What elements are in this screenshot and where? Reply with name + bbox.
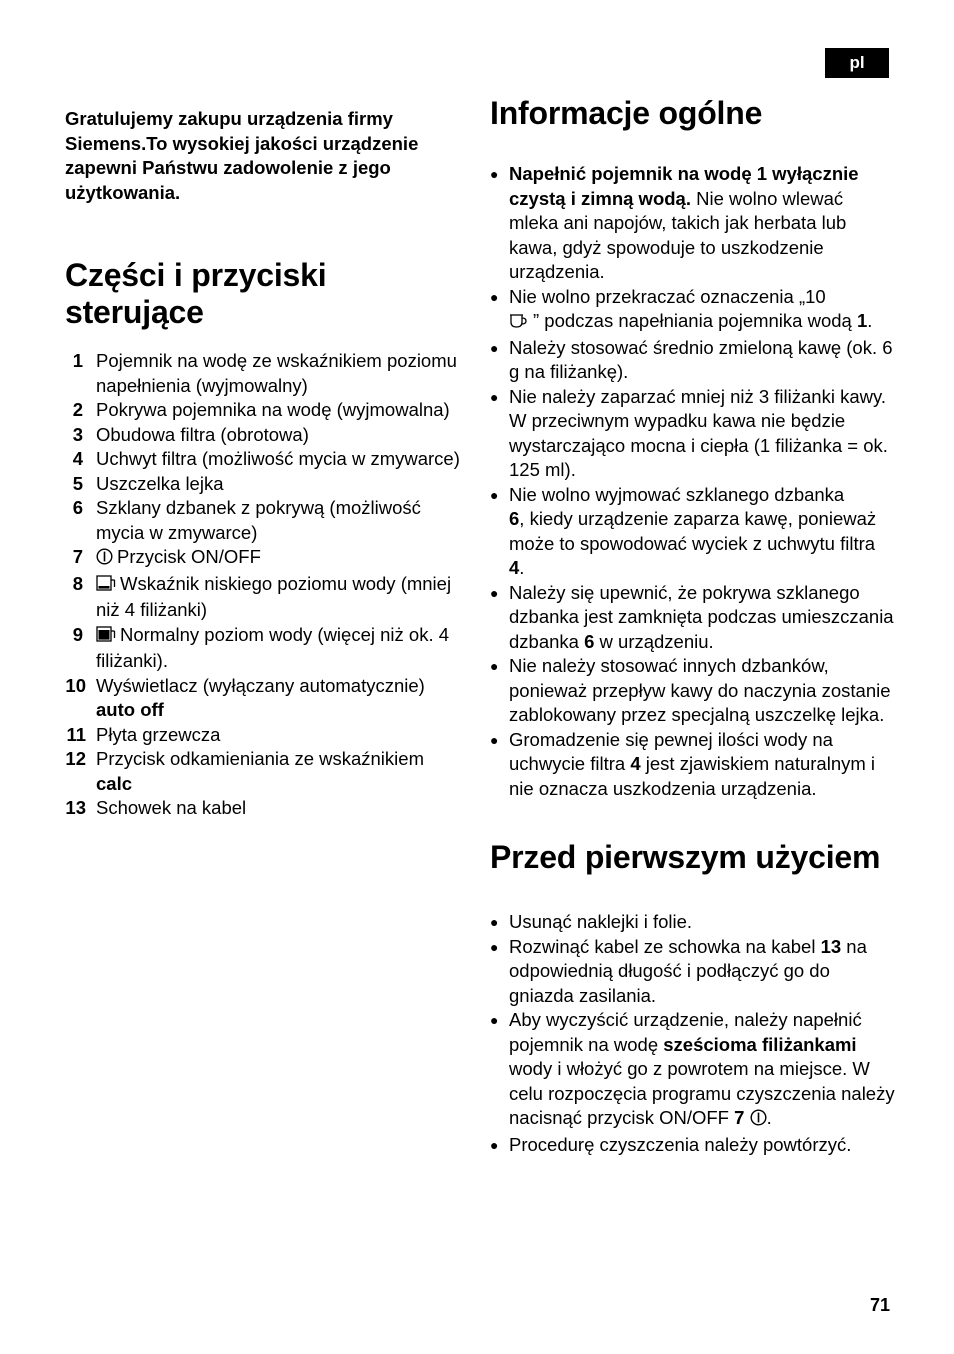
list-item (65, 496, 465, 545)
item-text: ” podczas napełniania pojemnika wodą (533, 310, 857, 331)
normal-water-icon (96, 625, 116, 650)
list-item (65, 472, 465, 497)
item-text: . (766, 1107, 772, 1128)
list-item (490, 336, 895, 385)
intro-text: Gratulujemy zakupu urządzenia firmy Siemens.To wysokiej jakości urządzenie zapewni Państwu zadowolenie z jego użytkowania. (65, 108, 419, 203)
bullet-icon: ● (490, 658, 499, 674)
item-text: wody i włożyć go z powrotem na miejsce. W celu rozpoczęcia programu czyszczenia należy nacisnąć przycisk ON/OFF (509, 1058, 895, 1128)
item-text: Nie wolno przekraczać oznaczenia „10 (509, 285, 826, 307)
parts-heading (65, 257, 465, 331)
parts-list (65, 349, 465, 821)
list-item (490, 935, 895, 1009)
list-item (65, 796, 465, 821)
item-bold-text: calc (96, 772, 133, 794)
bullet-icon: ● (490, 584, 499, 601)
item-text: Nie należy stosować innych dzbanków, ponieważ przepływ kawy do naczynia zostanie zablokowany przez specjalną uszczelkę lejka. (509, 655, 891, 725)
item-text: Pokrywa pojemnika na wodę (wyjmowalna) (96, 399, 450, 420)
item-number: 8 (72, 572, 83, 594)
list-item (65, 398, 465, 423)
item-number: 10 (65, 674, 86, 696)
list-item (65, 447, 465, 472)
item-text: Należy stosować średnio zmieloną kawę (ok. 6 g na filiżankę). (509, 336, 893, 382)
item-text: Pojemnik na wodę ze wskaźnikiem poziomu napełnienia (wyjmowalny) (96, 350, 457, 396)
low-water-icon (96, 574, 116, 599)
item-text: Wyświetlacz (wyłączany automatycznie) (96, 674, 425, 696)
item-text: Procedurę czyszczenia należy powtórzyć. (509, 1133, 852, 1155)
power-icon (750, 1108, 767, 1133)
item-number: 3 (72, 423, 83, 445)
list-item (65, 723, 465, 748)
item-number: 6 (509, 508, 520, 529)
item-text: Aby wyczyścić urządzenie, należy napełnić pojemnik na wodę (509, 1009, 862, 1055)
list-item (490, 910, 895, 935)
list-item (490, 385, 895, 483)
item-number: 9 (72, 623, 83, 645)
list-item (65, 623, 465, 674)
item-number: 11 (66, 723, 86, 745)
item-text: Płyta grzewcza (96, 723, 221, 745)
item-number: 6 (584, 630, 595, 652)
bullet-icon: ● (490, 166, 499, 182)
list-item (490, 1008, 895, 1133)
item-number: 1 (72, 350, 83, 371)
general-info-list (490, 162, 895, 801)
item-number: 7 (72, 546, 83, 567)
item-text: Usunąć naklejki i folie. (509, 911, 693, 932)
item-text: Uchwyt filtra (możliwość mycia w zmywarce) (96, 448, 460, 469)
item-text: Nie wolno wlewać mleka ani napojów, takich jak herbata lub kawa, gdyż spowoduje to uszkodzenie urządzenia. (509, 187, 847, 282)
list-item (65, 423, 465, 448)
bullet-icon: ● (490, 914, 499, 930)
item-text: . (519, 557, 525, 578)
list-item (65, 572, 465, 623)
item-text: Normalny poziom wody (więcej niż ok. 4 filiżanki). (96, 623, 450, 671)
bullet-icon: ● (490, 731, 499, 748)
item-text: jest zjawiskiem naturalnym i nie oznacza uszkodzenia urządzenia. (509, 753, 876, 799)
item-text: Przycisk odkamieniania ze wskaźnikiem (96, 748, 424, 769)
general-info-heading: Informacje ogólne (490, 95, 763, 131)
item-number: 1 (856, 310, 868, 331)
parts-heading-line2: sterujące (65, 294, 204, 330)
item-bold-text: auto off (96, 699, 164, 720)
item-number: 7 (734, 1107, 745, 1128)
list-item (490, 581, 895, 655)
item-text: Należy się upewnić, że pokrywa szklanego dzbanka jest zamknięta podczas umieszczania dzbanka (509, 581, 894, 652)
item-text: Gromadzenie się pewnej ilości wody na uchwycie filtra (509, 728, 833, 774)
item-text: Przycisk ON/OFF (117, 546, 261, 567)
list-item (490, 285, 895, 336)
list-item (490, 162, 895, 285)
list-item (65, 747, 465, 796)
item-number: 5 (72, 472, 83, 494)
item-text: Nie należy zaparzać mniej niż 3 filiżanki kawy. W przeciwnym wypadku kawa nie będzie wystarczająco mocna i ciepła (1 filiżanka = ok. 125 ml). (509, 385, 888, 480)
bullet-icon: ● (490, 288, 499, 305)
item-number: 4 (509, 557, 520, 578)
item-text: Rozwinąć kabel ze schowka na kabel (509, 935, 821, 957)
bullet-icon: ● (490, 1136, 499, 1153)
first-use-list (490, 910, 895, 1157)
item-number: 13 (820, 935, 842, 957)
item-text: Nie wolno wyjmować szklanego dzbanka (509, 483, 845, 505)
bullet-icon: ● (490, 486, 499, 503)
item-text: , kiedy urządzenie zaparza kawę, ponieważ może to spowodować wyciek z uchwytu filtra (509, 508, 877, 554)
item-text: Obudowa filtra (obrotowa) (96, 423, 309, 445)
power-icon (96, 547, 113, 572)
list-item (65, 349, 465, 398)
left-column (65, 107, 465, 821)
language-tab: pl (825, 48, 889, 78)
item-text: Schowek na kabel (96, 797, 247, 818)
list-item (490, 654, 895, 728)
list-item (65, 545, 465, 572)
list-item (65, 674, 465, 723)
list-item (490, 483, 895, 581)
list-item (490, 728, 895, 802)
item-text: Uszczelka lejka (96, 472, 224, 494)
item-number: 4 (72, 448, 83, 469)
parts-heading-line1: Części i przyciski (65, 257, 327, 293)
bullet-icon: ● (490, 339, 499, 356)
bold-text: sześcioma filiżankami (663, 1033, 857, 1055)
item-text: . (867, 310, 873, 331)
bullet-icon: ● (490, 1012, 499, 1028)
cup-icon (509, 311, 529, 336)
item-number: 2 (72, 399, 83, 420)
item-number: 4 (630, 753, 641, 774)
page-number: 71 (869, 1295, 890, 1315)
item-number: 12 (65, 748, 86, 769)
item-text: w urządzeniu. (594, 630, 714, 652)
bold-text: Napełnić pojemnik na wodę 1 wyłącznie czystą i zimną wodą. (509, 163, 859, 209)
item-text: Szklany dzbanek z pokrywą (możliwość mycia w zmywarce) (96, 497, 421, 543)
item-text: Wskaźnik niskiego poziomu wody (mniej niż 4 filiżanki) (96, 572, 452, 620)
item-number: 6 (72, 497, 83, 518)
item-number: 13 (65, 797, 86, 818)
bullet-icon: ● (490, 388, 499, 405)
list-item (490, 1133, 895, 1158)
first-use-heading: Przed pierwszym użyciem (490, 839, 881, 875)
right-column (490, 95, 895, 1157)
bullet-icon: ● (490, 938, 499, 955)
item-text: na odpowiednią długość i podłączyć go do gniazda zasilania. (509, 935, 867, 1006)
